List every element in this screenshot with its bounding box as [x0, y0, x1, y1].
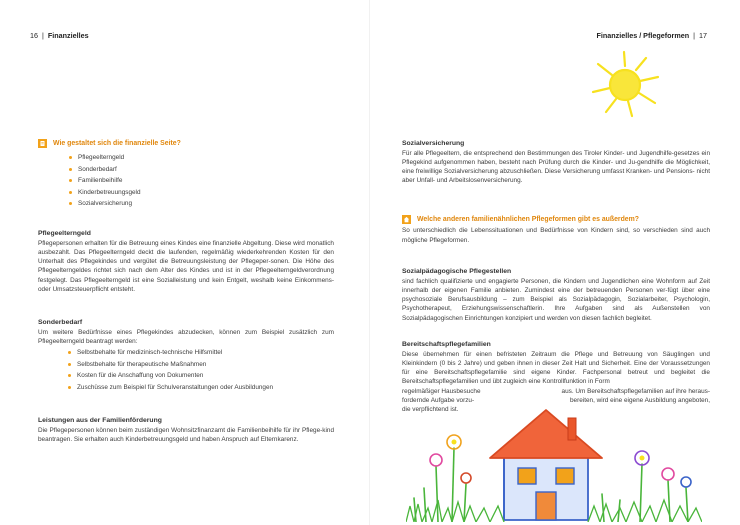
left-running-title: Finanzielles: [47, 31, 89, 40]
list-item: Selbstbehalte für medizinisch-technische Hilfsmittel: [66, 347, 334, 359]
pflegeelterngeld-section: [38, 229, 334, 294]
right-running-title: Finanzielles / Pflegeformen: [596, 31, 690, 40]
section-heading: Sonderbedarf: [38, 319, 83, 326]
finance-question: Wie gestaltet sich die finanzielle Seite?: [53, 140, 181, 147]
document-icon: [38, 139, 47, 148]
list-item: Familienbeihilfe: [67, 175, 338, 187]
section-heading: Pflegeelterngeld: [38, 230, 91, 237]
house-drawing: [406, 388, 702, 522]
list-item: Kosten für die Anschaffung von Dokumenten: [66, 370, 334, 382]
finance-question-box: [38, 139, 338, 210]
section-text: sind fachlich qualifizierte und engagierte Personen, die Kindern und Jugendlichen eine Wohnform auf Zeit innerhalb der eigenen Familie anbieten. Zumindest eine der betreuenden Personen ver-fügt über eine psychosoziale Berufsausbildung – zum Beispiel als Sozialpädagogin, Sozialarbeiter, Psychologin, Psychotherapeut, Erziehungswissenschaftlerin. Ihre Aufgaben sind als Außenstellen von Sozialpädagogischen Einrichtungen konzipiert und werden von diesen fachlich begleitet.: [402, 277, 710, 322]
right-page-number: 17: [699, 31, 707, 40]
section-text: Für alle Pflegeeltern, die entsprechend den Bestimmungen des Tiroler Kinder- und Jugendhilfe-gesetzes ein Pflegekind aufgenommen haben, besteht nach Prüfung durch die Kinder- und Ju-gendhilfe die Möglichkeit, eine freiwillige Sozialversicherung abzuschließen. Diese Versicherung umfasst Kranken- und Pensions- nicht aber Unfall- und Arbeitslosenversicherung.: [402, 149, 710, 185]
finance-topic-list: [67, 152, 338, 210]
list-item: Pflegeelterngeld: [67, 152, 338, 164]
section-text-line: fordernde Aufgabe vorzu-: [402, 396, 475, 404]
pflegeformen-question-box: [402, 215, 710, 245]
sonderbedarf-list: [66, 347, 334, 393]
section-text-line: die verpflichtend ist.: [402, 406, 459, 414]
section-heading: Sozialpädagogische Pflegestellen: [402, 268, 512, 275]
section-heading: Sozialversicherung: [402, 140, 465, 147]
left-page-number: 16: [30, 31, 38, 40]
section-heading: Bereitschaftspflegefamilien: [402, 341, 491, 348]
section-text: Pflegepersonen erhalten für die Betreuung eines Kindes eine finanzielle Abgeltung. Diese wird monatlich ausbezahlt. Das Pflegeelterngeld deckt die laufenden, regelmäßig wiederkehrenden Kosten für den Unterhalt des Pflegekindes und vergütet die Betreuungsleistung der Pflegeper-sonen. Die Höhe des Pflegeelterngeldes richtet sich nach dem Alter des Kindes und ist in der Pflegeelterngeldverordnung festgelegt. Das Pflegeelterngeld ist eine Sozialleistung und kein Entgelt, weshalb keine Einkommens- oder Umsatzsteuerpflicht entsteht.: [38, 239, 334, 293]
section-text-line: bereiten, wird eine eigene Ausbildung angeboten,: [570, 396, 710, 404]
list-item: Selbstbehalte für therapeutische Maßnahmen: [66, 359, 334, 371]
left-page-header: 16 | Finanzielles: [30, 31, 89, 40]
familienfoerderung-section: [38, 416, 334, 444]
sozialpaedagogisch-section: [402, 267, 710, 323]
list-item: Sozialversicherung: [67, 198, 338, 210]
list-item: Sonderbedarf: [67, 164, 338, 176]
pflegeformen-intro: So unterschiedlich die Lebenssituationen und Bedürfnisse von Kindern sind, so verschieden sind auch mögliche Pflegeformen.: [402, 227, 710, 244]
list-item: Kinderbetreuungsgeld: [67, 187, 338, 199]
section-text-line: aus. Um Bereitschaftspflegefamilien auf ihre heraus-: [561, 387, 710, 395]
sonderbedarf-section: [38, 318, 334, 393]
section-text: Um weitere Bedürfnisse eines Pflegekindes abzudecken, können zum Beispiel zusätzlich zum Pflegeelterngeld beantragt werden:: [38, 328, 334, 345]
section-text-line: regelmäßiger Hausbesuche: [402, 387, 481, 395]
sozialversicherung-section: [402, 139, 710, 186]
list-item: Zuschüsse zum Beispiel für Schulveranstaltungen oder Ausbildungen: [66, 382, 334, 394]
house-icon: [402, 215, 411, 224]
right-page: [370, 0, 740, 525]
sun-drawing: [588, 48, 662, 118]
right-page-header: Finanzielles / Pflegeformen | 17: [596, 31, 707, 40]
section-text: Die Pflegepersonen können beim zuständigen Wohnsitzfinanzamt die Familienbeihilfe für ihr Pflege-kind beantragen. Sie erhalten auch Kinderbetreuungsgeld und haben Anspruch auf Elternkarenz.: [38, 426, 334, 443]
pflegeformen-question: Welche anderen familienähnlichen Pflegeformen gibt es außerdem?: [417, 216, 639, 223]
section-text: Diese übernehmen für einen befristeten Zeitraum die Pflege und Betreuung von Säuglingen und Kleinkindern (0 bis 2 Jahre) und geben ihnen in dieser Zeit Halt und Sicherheit. Eine der Voraussetzungen für eine Bereitschaftspflegefamilie sind eigene Kinder. Fachpersonal betreut und begleitet die Bereitschaftspflegefamilien und übt zugleich eine Kontrollfunktion in Form: [402, 350, 710, 386]
section-heading: Leistungen aus der Familienförderung: [38, 417, 162, 424]
